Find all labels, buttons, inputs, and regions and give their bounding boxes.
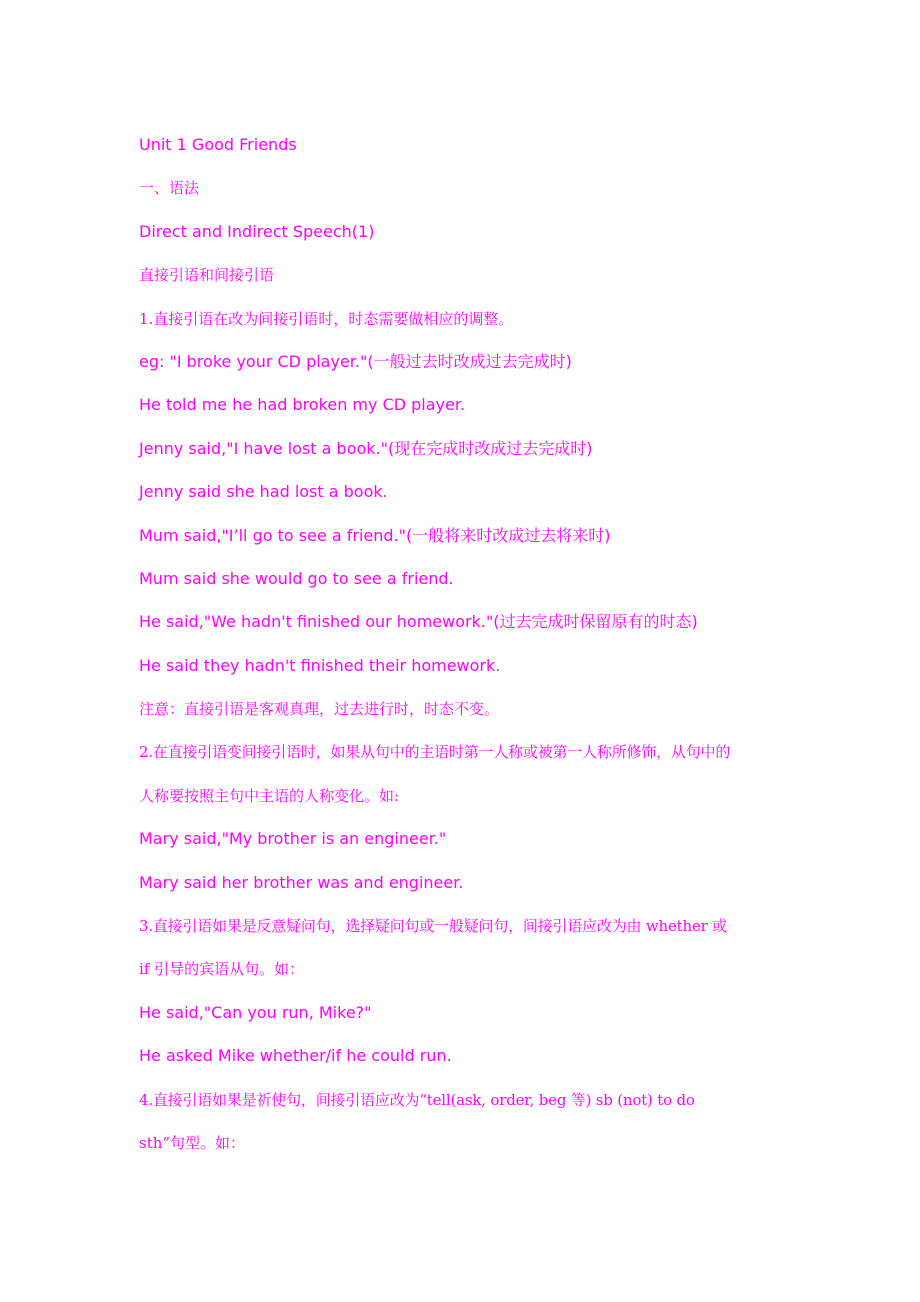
example-line: Jenny said she had lost a book.: [139, 482, 388, 502]
note-line: 注意：直接引语是客观真理，过去进行时，时态不变。: [139, 700, 500, 719]
rule-2-continued: 人称要按照主句中主语的人称变化。如:: [139, 786, 400, 805]
example-line: He asked Mike whether/if he could run.: [139, 1046, 452, 1066]
section-heading: 一、语法: [139, 179, 200, 198]
rule-4-continued: sth”句型。如：: [139, 1133, 246, 1152]
rule-3-continued: if 引导的宾语从句。如：: [139, 960, 305, 979]
example-line: He told me he had broken my CD player.: [139, 395, 466, 415]
rule-4: 4.直接引语如果是祈使句，间接引语应改为“tell(ask, order, beg 等) sb (not) to do: [139, 1090, 695, 1109]
rule-2: 2.在直接引语变间接引语时，如果从句中的主语时第一人称或被第一人称所修饰，从句中的: [139, 743, 731, 762]
example-line: eg: "I broke your CD player."(一般过去时改成过去完成时): [139, 351, 572, 371]
example-line: Mary said,"My brother is an engineer.": [139, 829, 447, 849]
example-line: Mary said her brother was and engineer.: [139, 872, 464, 892]
example-line: Mum said she would go to see a friend.: [139, 568, 454, 588]
rule-3: 3.直接引语如果是反意疑问句，选择疑问句或一般疑问句，间接引语应改为由 whether 或: [139, 917, 727, 936]
example-line: He said,"We hadn't finished our homework."(过去完成时保留原有的时态): [139, 612, 698, 632]
example-line: He said they hadn't finished their homework.: [139, 655, 501, 675]
example-line: Jenny said,"I have lost a book."(现在完成时改成过去完成时): [139, 438, 593, 458]
example-line: He said,"Can you run, Mike?": [139, 1002, 372, 1022]
grammar-topic-subtitle: 直接引语和间接引语: [139, 266, 275, 285]
grammar-topic-title: Direct and Indirect Speech(1): [139, 221, 375, 241]
example-line: Mum said,"I’ll go to see a friend."(一般将来时改成过去将来时): [139, 525, 611, 545]
unit-title: Unit 1 Good Friends: [139, 135, 297, 154]
rule-1: 1.直接引语在改为间接引语时，时态需要做相应的调整。: [139, 309, 514, 328]
document-body: [139, 131, 789, 1172]
